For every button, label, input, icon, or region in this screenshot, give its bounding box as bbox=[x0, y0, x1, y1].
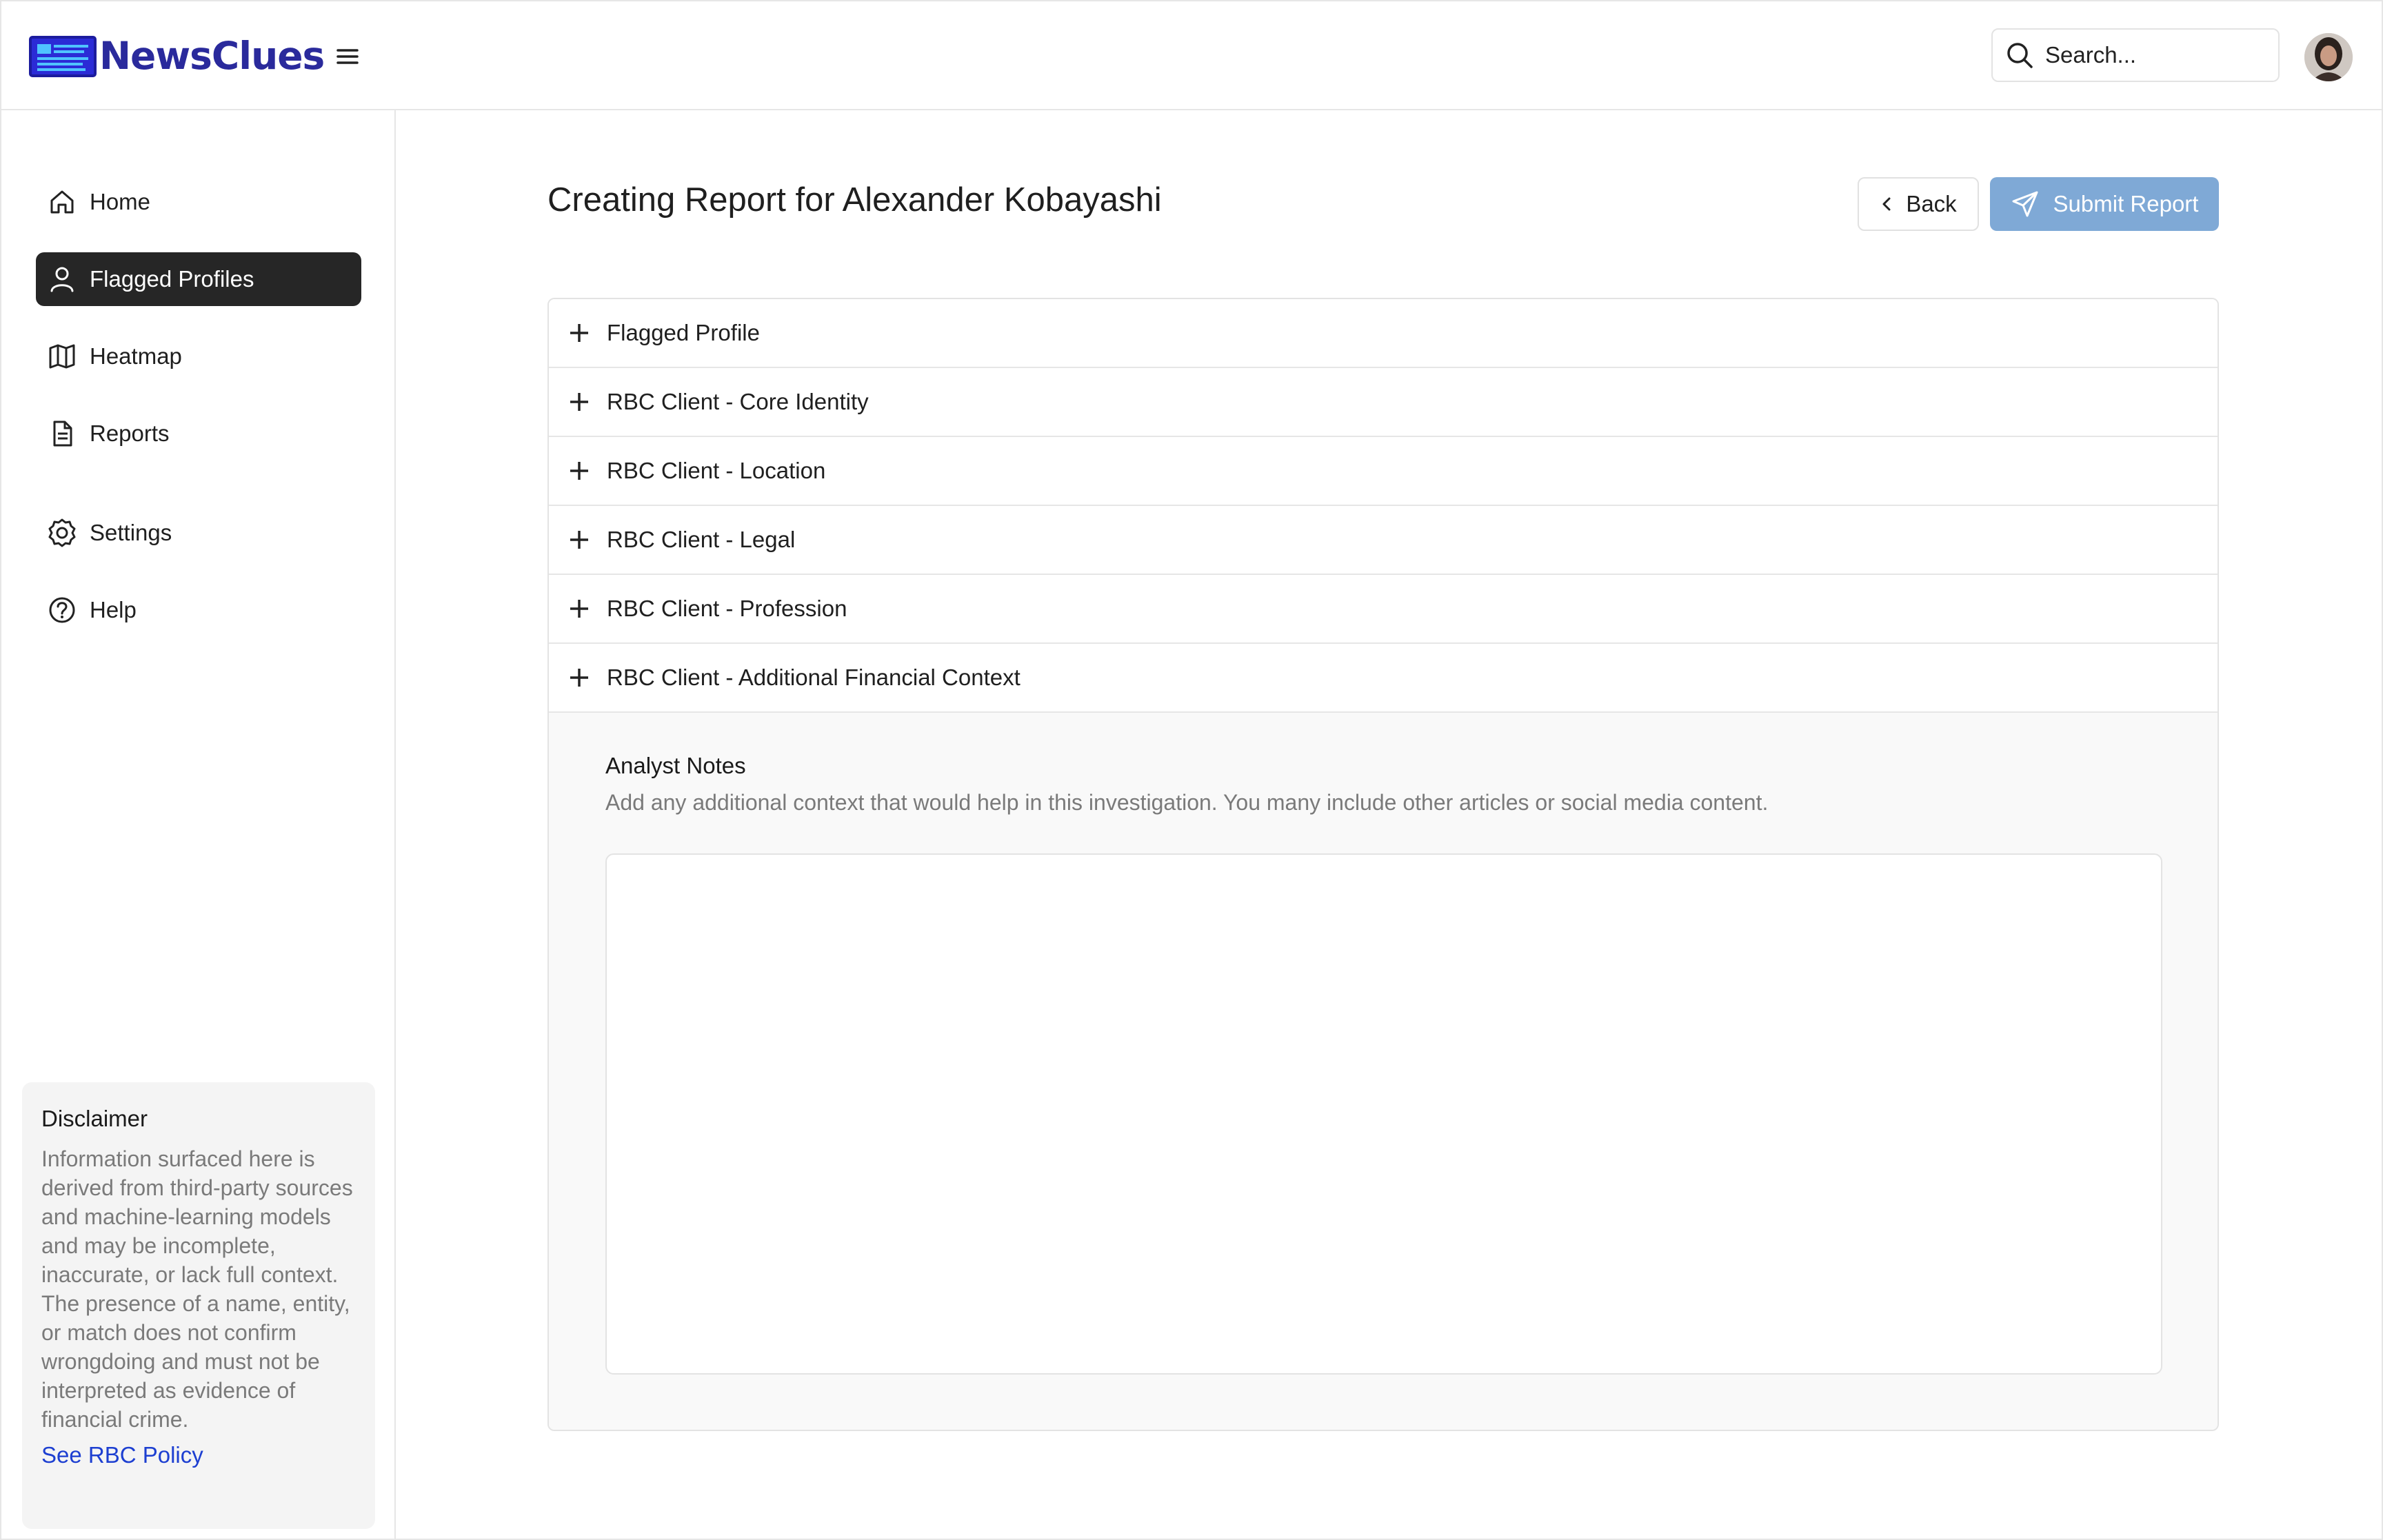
app-logo[interactable] bbox=[29, 33, 324, 79]
sidebar-item-settings[interactable] bbox=[36, 506, 361, 560]
section-core-identity[interactable] bbox=[549, 368, 2218, 437]
section-label: RBC Client - Profession bbox=[607, 596, 847, 621]
user-icon bbox=[47, 264, 77, 294]
analyst-notes-textarea[interactable] bbox=[605, 853, 2162, 1375]
chevron-left-icon bbox=[1880, 196, 1893, 212]
disclaimer-title: Disclaimer bbox=[41, 1106, 148, 1131]
section-label: RBC Client - Core Identity bbox=[607, 389, 869, 414]
plus-icon bbox=[567, 458, 592, 483]
analyst-notes-title: Analyst Notes bbox=[605, 753, 746, 778]
sidebar-item-label: Heatmap bbox=[90, 343, 182, 369]
analyst-notes-section bbox=[549, 713, 2218, 1431]
section-label: RBC Client - Legal bbox=[607, 527, 796, 552]
plus-icon bbox=[567, 596, 592, 621]
back-button-label: Back bbox=[1906, 191, 1957, 216]
plus-icon bbox=[567, 527, 592, 552]
search-input[interactable] bbox=[2044, 41, 2267, 69]
top-header bbox=[1, 1, 2382, 110]
sidebar-item-heatmap[interactable] bbox=[36, 330, 361, 383]
map-icon bbox=[47, 341, 77, 372]
submit-button-label: Submit Report bbox=[2053, 191, 2199, 216]
section-location[interactable] bbox=[549, 437, 2218, 506]
plus-icon bbox=[567, 321, 592, 345]
sidebar-item-flagged-profiles[interactable] bbox=[36, 252, 361, 306]
search-icon bbox=[2005, 41, 2034, 70]
section-label: Flagged Profile bbox=[607, 320, 760, 345]
sidebar bbox=[1, 110, 396, 1539]
submit-report-button[interactable] bbox=[1990, 177, 2219, 231]
disclaimer-text: Information surfaced here is derived from third-party sources and machine-learning models and may be incomplete, inaccurate, or lack full context. The presence of a name, entity, or match does not confirm wrongdoing and must not be interpreted as evidence of financial crime. bbox=[41, 1146, 353, 1432]
help-circle-icon bbox=[47, 595, 77, 625]
sidebar-item-label: Reports bbox=[90, 421, 170, 446]
sidebar-item-label: Help bbox=[90, 597, 137, 622]
report-sections-panel bbox=[547, 298, 2219, 1431]
user-avatar[interactable] bbox=[2304, 33, 2353, 81]
gear-icon bbox=[47, 518, 77, 548]
sidebar-item-home[interactable] bbox=[36, 175, 361, 229]
plus-icon bbox=[567, 389, 592, 414]
sidebar-item-label: Settings bbox=[90, 520, 172, 545]
document-icon bbox=[47, 418, 77, 449]
rbc-policy-link[interactable]: See RBC Policy bbox=[41, 1442, 203, 1468]
home-icon bbox=[47, 187, 77, 217]
app-name: NewsClues bbox=[99, 34, 325, 78]
back-button[interactable] bbox=[1858, 177, 1979, 231]
section-flagged-profile[interactable] bbox=[549, 299, 2218, 368]
sidebar-item-help[interactable] bbox=[36, 583, 361, 637]
section-additional-financial-context[interactable] bbox=[549, 644, 2218, 713]
sidebar-item-label: Home bbox=[90, 189, 151, 214]
section-profession[interactable] bbox=[549, 575, 2218, 644]
section-legal[interactable] bbox=[549, 506, 2218, 575]
section-label: RBC Client - Location bbox=[607, 458, 826, 483]
search-box[interactable] bbox=[1991, 28, 2280, 82]
hamburger-menu-icon[interactable] bbox=[334, 43, 361, 70]
newspaper-logo-icon bbox=[29, 34, 97, 77]
page-title: Creating Report for Alexander Kobayashi bbox=[547, 181, 1162, 219]
plus-icon bbox=[567, 665, 592, 690]
disclaimer-box bbox=[22, 1082, 375, 1529]
section-label: RBC Client - Additional Financial Context bbox=[607, 665, 1020, 690]
sidebar-item-reports[interactable] bbox=[36, 407, 361, 460]
send-icon bbox=[2011, 190, 2040, 219]
sidebar-item-label: Flagged Profiles bbox=[90, 266, 254, 292]
analyst-notes-hint: Add any additional context that would help in this investigation. You many include other articles or social media content. bbox=[605, 790, 1769, 815]
